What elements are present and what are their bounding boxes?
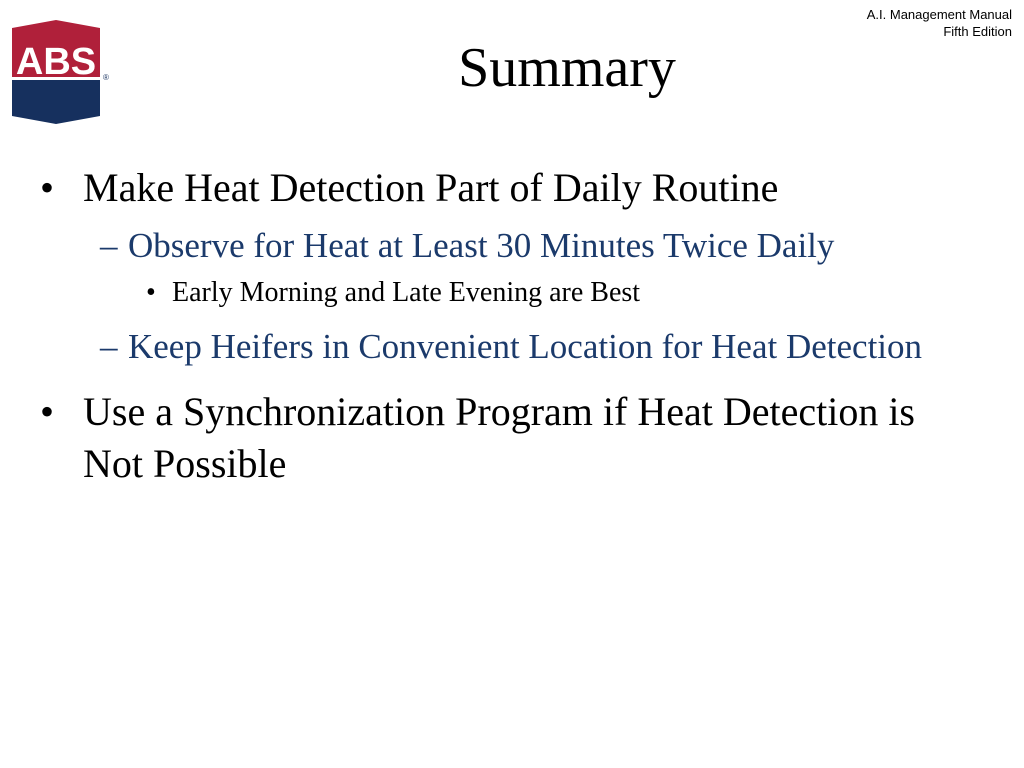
sub-sub-bullet-item (40, 273, 980, 313)
sub-bullet-item (40, 323, 980, 370)
abs-logo (12, 20, 110, 124)
bullet-marker: • (40, 389, 55, 434)
bullet-item (40, 386, 980, 490)
bullet-marker: • (146, 277, 156, 308)
slide-title: Summary (458, 37, 676, 99)
sub-bullet-text: Observe for Heat at Least 30 Minutes Twice Daily (128, 226, 835, 265)
logo-registered-mark: ® (103, 73, 109, 82)
sub-bullet-item (40, 222, 980, 269)
manual-title: A.I. Management Manual (866, 7, 1012, 22)
edition-label: Fifth Edition (943, 24, 1012, 39)
bullet-text: Use a Synchronization Program if Heat Detection is Not Possible (83, 389, 915, 486)
abs-logo-graphic (12, 20, 110, 124)
sub-bullet-text: Keep Heifers in Convenient Location for Heat Detection (128, 327, 923, 366)
bullet-text: Make Heat Detection Part of Daily Routine (83, 165, 779, 210)
bullet-marker: • (40, 165, 55, 210)
bullet-list (40, 162, 980, 490)
dash-marker: – (100, 327, 118, 366)
logo-text: ABS (15, 41, 97, 83)
bullet-item (40, 162, 980, 214)
manual-edition-note (867, 6, 1012, 40)
dash-marker: – (100, 226, 118, 265)
sub-sub-bullet-text: Early Morning and Late Evening are Best (172, 277, 641, 308)
